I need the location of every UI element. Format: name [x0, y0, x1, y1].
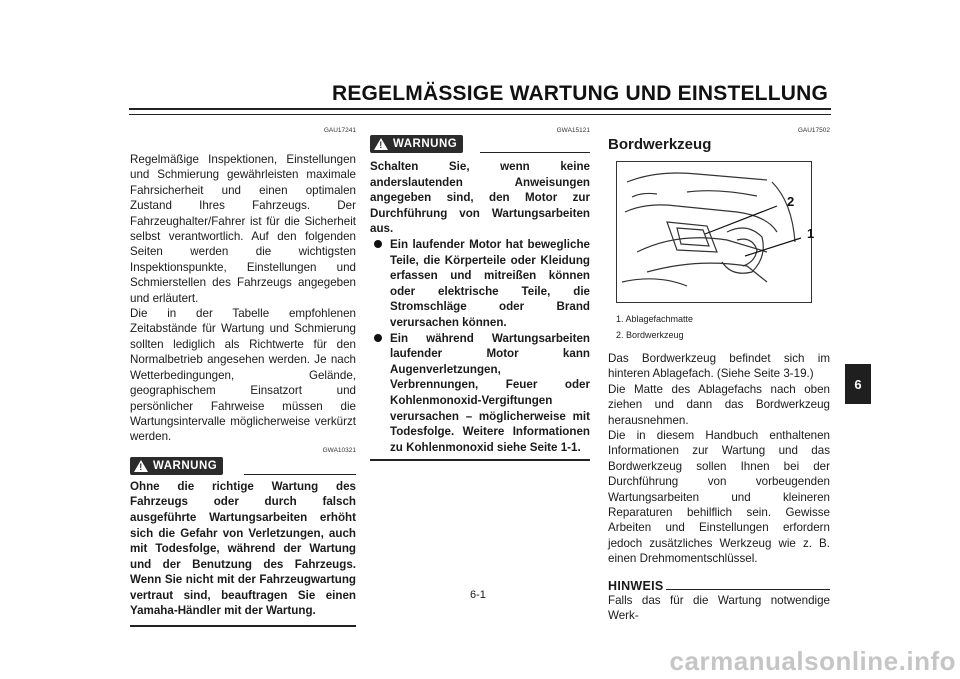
warning-header	[130, 457, 356, 479]
page-number: 6-1	[470, 589, 486, 601]
paragraph: Das Bordwerkzeug befindet sich im hinteren Ablagefach. (Siehe Seite 3-19.)	[608, 352, 830, 381]
figure-caption: 2. Bordwerkzeug	[616, 330, 684, 340]
warning-rule	[480, 152, 590, 153]
warning-bullet: Ein laufender Motor hat bewegliche Teile, die Körperteile oder Kleidung erfassen und mitreißen können oder elektrische Teile, die Stromschläge oder Brand verursachen können.	[370, 237, 590, 331]
title-rule-thin	[129, 114, 831, 115]
paragraph: Die in diesem Handbuch enthaltenen Informationen zur Wartung und das Bordwerkzeug sollen Ihnen bei der Durchführung von vorbeugenden Wartungsarbeiten und kleineren Reparaturen behilflich sein. Gewisse Arbeiten und Einstellungen erfordern jedoch zusätzliches Werkzeug wie z. B. einen Drehmomentschlüssel.	[608, 429, 830, 566]
section-code: GAU17241	[323, 127, 356, 134]
note-header	[608, 577, 830, 593]
warning-label: WARNUNG	[393, 138, 458, 150]
section-code: GWA15121	[556, 127, 590, 134]
title-rule	[129, 108, 831, 110]
note-rule	[666, 589, 830, 590]
chapter-tab: 6	[845, 364, 871, 404]
column-left	[130, 127, 356, 627]
watermark-text: carmanualsonline.info	[669, 646, 956, 676]
storage-compartment-drawing	[617, 162, 810, 301]
warning-badge	[130, 457, 223, 475]
section-heading: Bordwerkzeug	[608, 136, 712, 153]
note-label: HINWEIS	[608, 578, 664, 593]
warning-bullet: Ein während Wartungsarbeiten laufender Motor kann Augenverletzungen, Verbrennungen, Feuer oder Kohlenmonoxid-Vergiftungen verursachen – möglicherweise mit Todesfolge. Weitere Informationen zu Kohlenmonoxid siehe Seite 1-1.	[370, 331, 590, 456]
intro-paragraph: Regelmäßige Inspektionen, Einstellungen und Schmierung gewährleisten maximale Fahrsicherheit und einen optimalen Zustand Ihres Fahrzeugs. Der Fahrzeughalter/Fahrer ist für die Sicherheit selbst verantwortlich. Auf den folgenden Seiten werden die wichtigsten Inspektionspunkte, Einstellungen und Schmierstellen des Fahrzeugs angegeben und erläutert.	[130, 153, 356, 305]
figure-caption: 1. Ablagefachmatte	[616, 314, 694, 324]
warning-text: Schalten Sie, wenn keine anderslautenden Anweisungen angegeben sind, den Motor zur Durchführung von Wartungsarbeiten aus.	[370, 160, 590, 236]
intro-paragraph-2: Die in der Tabelle empfohlenen Zeitabstände für Wartung und Schmierung sollten lediglich als Richtwerte für den Normalbetrieb angesehen werden. Je nach Wetterbedingungen, Gelände, geographischem Einsatzort und persönlicher Fahrweise müssen die Wartungsintervalle möglicherweise verkürzt werden.	[130, 307, 356, 444]
figure-captions	[608, 311, 830, 343]
callout-number: 1	[807, 226, 815, 241]
warning-code: GWA10321	[322, 446, 356, 454]
callout-number: 2	[787, 194, 795, 209]
warning-text: Ohne die richtige Wartung des Fahrzeugs oder durch falsch ausgeführte Wartungsarbeiten erhöht sich die Gefahr von Verletzungen, auch mit Todesfolge, während der Wartung und der Benutzung des Fahrzeugs. Wenn Sie nicht mit der Fahrzeugwartung vertraut sind, beauftragen Sie einen Yamaha-Händler mit der Wartung.	[130, 479, 356, 618]
warning-triangle-icon: !	[374, 138, 388, 150]
paragraph: Die Matte des Ablagefachs nach oben ziehen und dann das Bordwerkzeug herausnehmen.	[608, 382, 830, 427]
warning-rule	[244, 474, 356, 475]
toolkit-illustration	[616, 161, 815, 303]
warning-badge	[370, 135, 463, 153]
warning-end-rule	[370, 459, 590, 461]
column-right	[608, 127, 830, 624]
warning-header	[370, 135, 590, 157]
note-text: Falls das für die Wartung notwendige Werk-	[608, 593, 830, 623]
section-code: GAU17502	[797, 127, 830, 134]
warning-bullet-list	[370, 237, 590, 455]
warning-triangle-icon: !	[134, 460, 148, 472]
warning-end-rule	[130, 625, 356, 627]
column-middle	[370, 127, 590, 461]
page-title: REGELMÄSSIGE WARTUNG UND EINSTELLUNG	[331, 82, 828, 105]
warning-label: WARNUNG	[153, 459, 218, 472]
